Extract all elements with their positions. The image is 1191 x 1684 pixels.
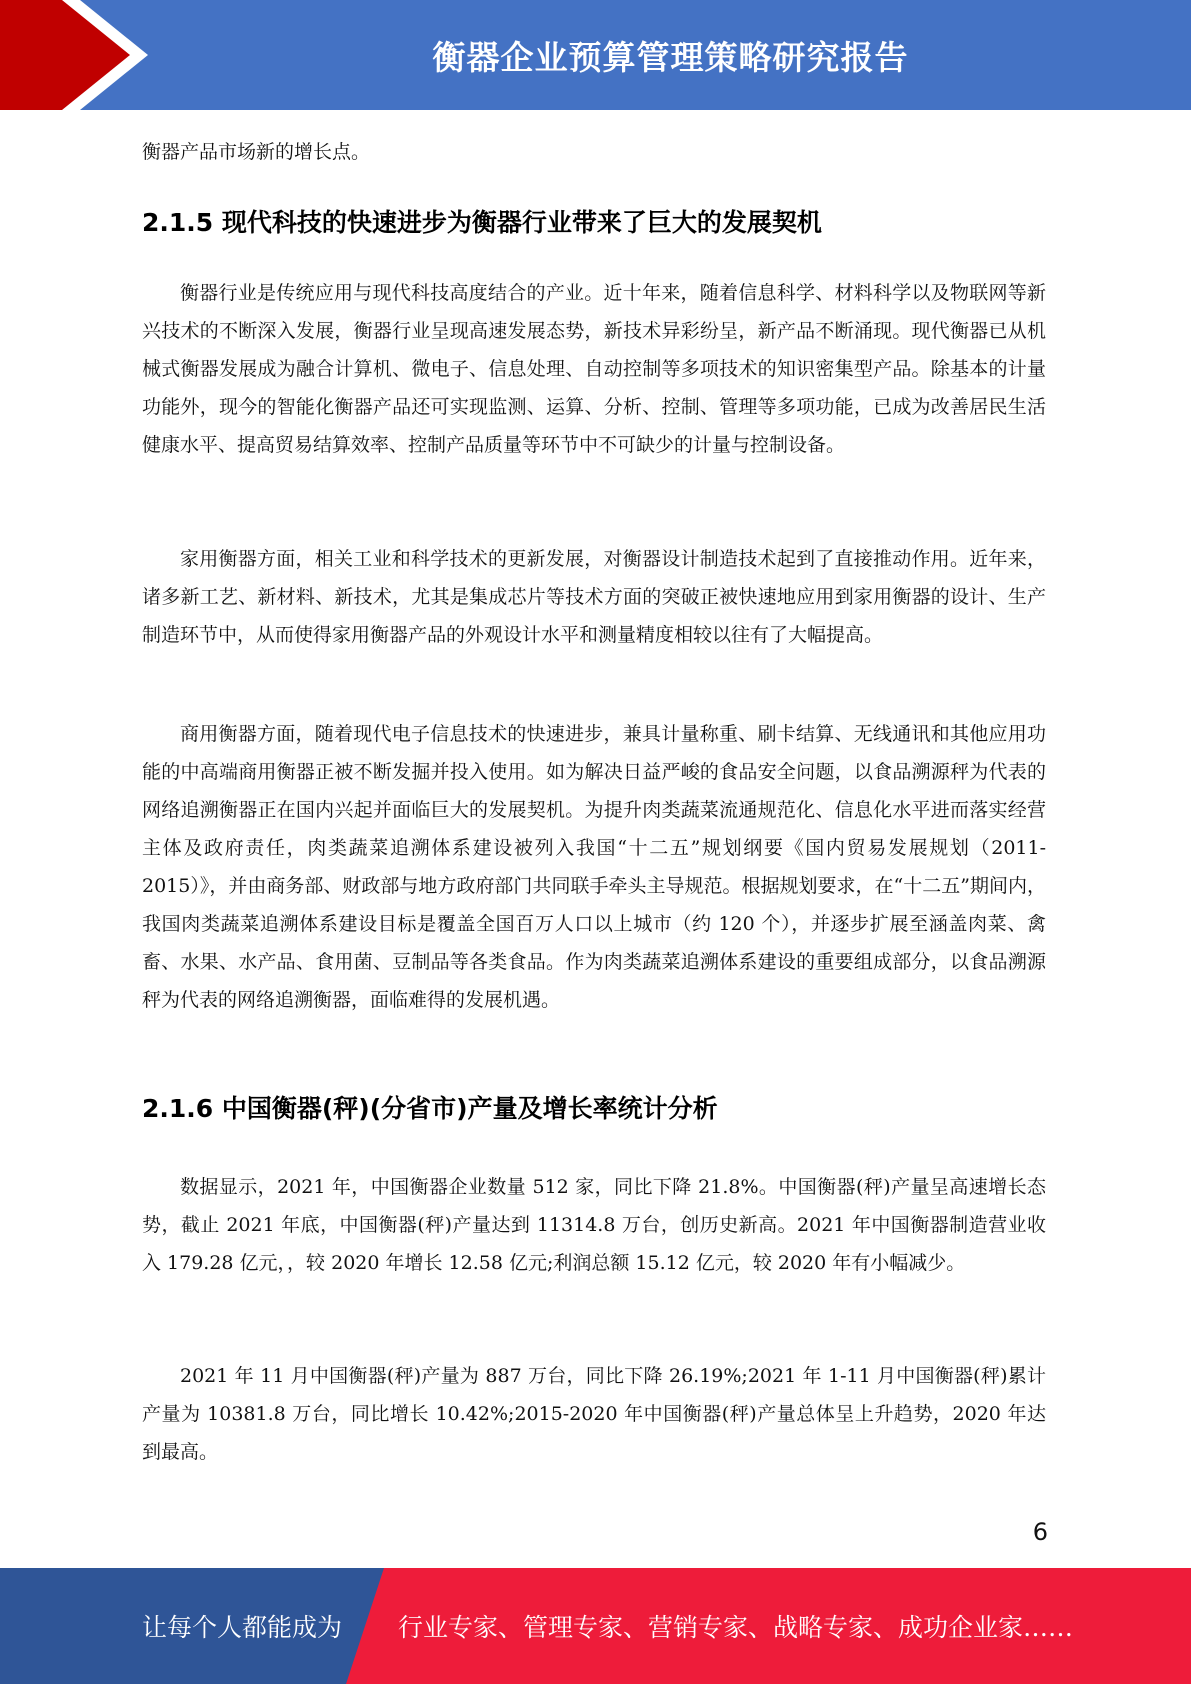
page-header xyxy=(0,0,1191,110)
section-215-paragraph-2 xyxy=(142,540,1046,654)
footer-slogan-right: 行业专家、管理专家、营销专家、战略专家、成功企业家…… xyxy=(398,1613,1074,1642)
intro-line: 衡器产品市场新的增长点。 xyxy=(142,141,371,163)
section-215-heading-block xyxy=(142,203,1046,239)
section-215-paragraph-1 xyxy=(142,274,1046,464)
section-216-paragraph-1 xyxy=(142,1168,1046,1282)
section-heading-215: 2.1.5 现代科技的快速进步为衡器行业带来了巨大的发展契机 xyxy=(142,208,822,237)
page-number: 6 xyxy=(1032,1518,1048,1546)
header-arrow-shape xyxy=(0,0,160,110)
paragraph: 商用衡器方面，随着现代电子信息技术的快速进步，兼具计量称重、刷卡结算、无线通讯和其他应用功能的中高端商用衡器正被不断发掘并投入使用。如为解决日益严峻的食品安全问题，以食品溯源秤为代表的网络追溯衡器正在国内兴起并面临巨大的发展契机。为提升肉类蔬菜流通规范化、信息化水平进而落实经营主体及政府责任，肉类蔬菜追溯体系建设被列入我国“十二五”规划纲要《国内贸易发展规划（2011-2015）》，并由商务部、财政部与地方政府部门共同联手牵头主导规范。根据规划要求，在“十二五”期间内，我国肉类蔬菜追溯体系建设目标是覆盖全国百万人口以上城市（约 120 个），并逐步扩展至涵盖肉菜、禽畜、水果、水产品、食用菌、豆制品等各类食品。作为肉类蔬菜追溯体系建设的重要组成部分，以食品溯源秤为代表的网络追溯衡器，面临难得的发展机遇。 xyxy=(142,723,1046,1011)
paragraph: 家用衡器方面，相关工业和科学技术的更新发展，对衡器设计制造技术起到了直接推动作用。近年来，诸多新工艺、新材料、新技术，尤其是集成芯片等技术方面的突破正被快速地应用到家用衡器的设计、生产制造环节中，从而使得家用衡器产品的外观设计水平和测量精度相较以往有了大幅提高。 xyxy=(142,548,1046,646)
paragraph: 2021 年 11 月中国衡器(秤)产量为 887 万台，同比下降 26.19%;2021 年 1-11 月中国衡器(秤)累计产量为 10381.8 万台，同比增长 10.42%;2015-2020 年中国衡器(秤)产量总体呈上升趋势，2020 年达到最高。 xyxy=(142,1365,1046,1463)
section-216-heading-block xyxy=(142,1089,1046,1125)
section-heading-216: 2.1.6 中国衡器(秤)(分省市)产量及增长率统计分析 xyxy=(142,1094,718,1123)
section-216-paragraph-2 xyxy=(142,1357,1046,1471)
footer-slogan-left: 让每个人都能成为 xyxy=(142,1613,343,1642)
paragraph: 衡器行业是传统应用与现代科技高度结合的产业。近十年来，随着信息科学、材料科学以及物联网等新兴技术的不断深入发展，衡器行业呈现高速发展态势，新技术异彩纷呈，新产品不断涌现。现代衡器已从机械式衡器发展成为融合计算机、微电子、信息处理、自动控制等多项技术的知识密集型产品。除基本的计量功能外，现今的智能化衡器产品还可实现监测、运算、分析、控制、管理等多项功能，已成为改善居民生活健康水平、提高贸易结算效率、控制产品质量等环节中不可缺少的计量与控制设备。 xyxy=(142,282,1046,456)
page-footer xyxy=(0,1568,1191,1684)
paragraph: 数据显示，2021 年，中国衡器企业数量 512 家，同比下降 21.8%。中国衡器(秤)产量呈高速增长态势，截止 2021 年底，中国衡器(秤)产量达到 11314.8 万台，创历史新高。2021 年中国衡器制造营业收入 179.28 亿元，，较 2020 年增长 12.58 亿元;利润总额 15.12 亿元，较 2020 年有小幅减少。 xyxy=(142,1176,1046,1274)
section-215-paragraph-3 xyxy=(142,715,1046,1019)
report-title: 衡器企业预算管理策略研究报告 xyxy=(432,37,909,77)
intro-block xyxy=(142,133,1046,171)
